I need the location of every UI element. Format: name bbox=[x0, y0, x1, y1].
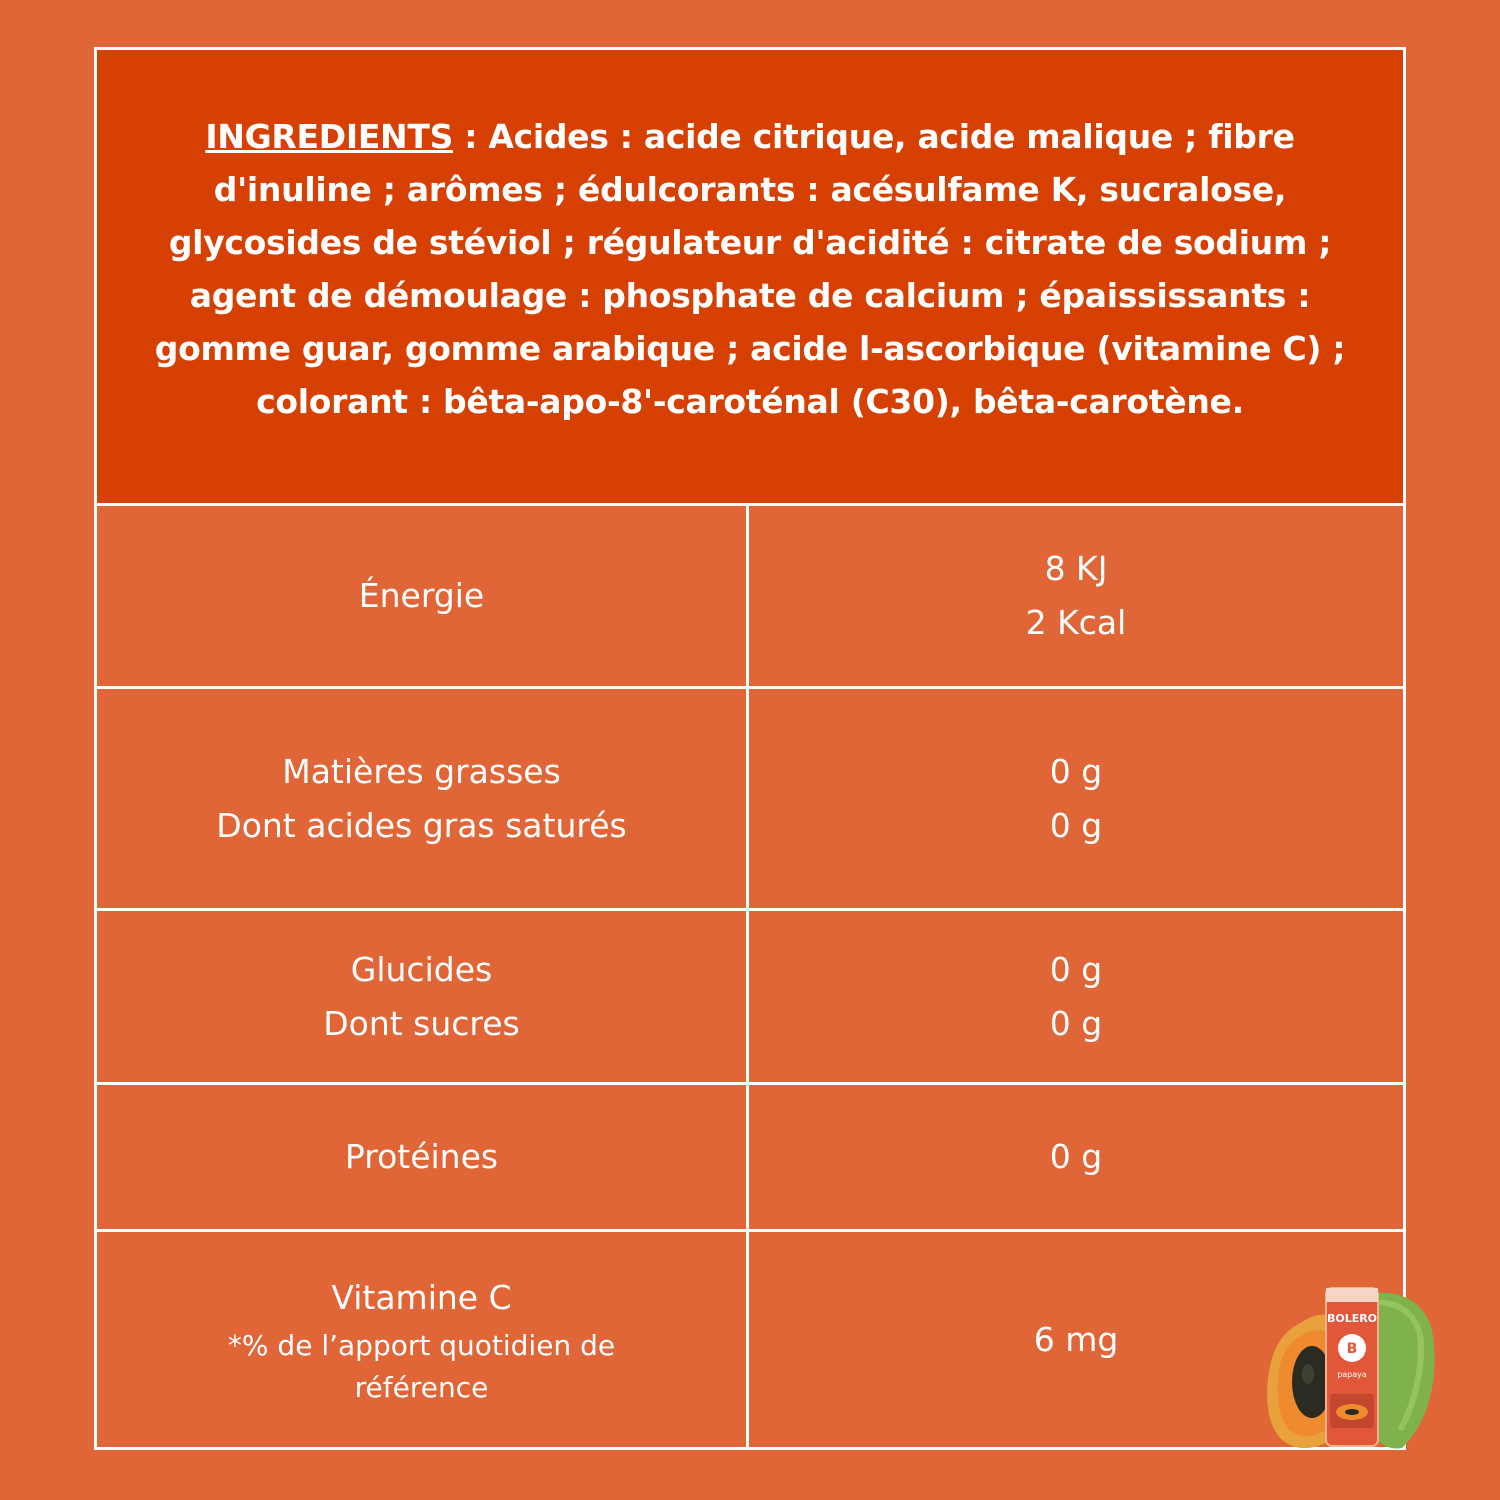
nutrient-value: 0 g bbox=[1049, 949, 1103, 989]
nutrition-row-protein bbox=[97, 1085, 1403, 1232]
drink-sachet-icon bbox=[1326, 1288, 1378, 1446]
nutrient-value-cell bbox=[749, 911, 1403, 1082]
nutrition-row-energy bbox=[97, 506, 1403, 689]
nutrient-name: Glucides bbox=[350, 949, 493, 989]
nutrient-name: Protéines bbox=[344, 1137, 499, 1176]
nutrient-value: 6 mg bbox=[1033, 1319, 1119, 1359]
nutrient-value: 0 g bbox=[1049, 805, 1103, 845]
nutrient-subname: Dont sucres bbox=[323, 1003, 520, 1043]
ingredients-text bbox=[125, 110, 1375, 428]
nutrient-value-cell bbox=[749, 1085, 1403, 1229]
ingredients-list: : Acides : acide citrique, acide malique ; fibre d'inuline ; arômes ; édulcorants : acésulfame K, sucralose, glycosides de stéviol ; régulateur d'acidité : citrate de sodium ; agent de démoulage : phosphate de calcium ; épaississants : gomme guar, gomme arabique ; acide l-ascorbique (vitamine C) ; colorant : bêta-apo-8'-caroténal (C30), bêta-carotène. bbox=[154, 116, 1346, 421]
nutrition-panel bbox=[94, 47, 1406, 1450]
nutrient-value: 0 g bbox=[1049, 1003, 1103, 1043]
nutrient-value-cell bbox=[749, 506, 1403, 686]
product-brand: BOLERO bbox=[1326, 1312, 1378, 1325]
nutrient-name-cell bbox=[97, 506, 749, 686]
nutrient-name-cell bbox=[97, 689, 749, 908]
nutrient-footnote: référence bbox=[354, 1370, 489, 1404]
product-flavor: papaya bbox=[1337, 1370, 1367, 1379]
nutrition-row-carbs bbox=[97, 911, 1403, 1085]
nutrient-value: 2 Kcal bbox=[1025, 603, 1127, 642]
nutrient-name: Vitamine C bbox=[331, 1277, 512, 1317]
product-image bbox=[1262, 1282, 1440, 1452]
nutrient-subname: Dont acides gras saturés bbox=[216, 805, 627, 845]
ingredients-section bbox=[97, 50, 1403, 506]
nutrient-name-cell bbox=[97, 1232, 749, 1447]
product-logo-letter: B bbox=[1346, 1341, 1358, 1357]
nutrition-row-fat bbox=[97, 689, 1403, 911]
nutrient-value: 0 g bbox=[1049, 751, 1103, 791]
nutrient-name: Matières grasses bbox=[282, 751, 561, 791]
nutrient-value-cell bbox=[749, 689, 1403, 908]
ingredients-label: INGREDIENTS bbox=[205, 116, 454, 156]
nutrient-value: 8 KJ bbox=[1044, 549, 1108, 588]
nutrition-row-vitamin-c bbox=[97, 1232, 1403, 1447]
nutrient-name-cell bbox=[97, 911, 749, 1082]
nutrient-footnote: *% de l’apport quotidien de bbox=[227, 1328, 616, 1362]
nutrient-name-cell bbox=[97, 1085, 749, 1229]
nutrient-name: Énergie bbox=[358, 576, 485, 615]
nutrient-value: 0 g bbox=[1049, 1137, 1103, 1176]
